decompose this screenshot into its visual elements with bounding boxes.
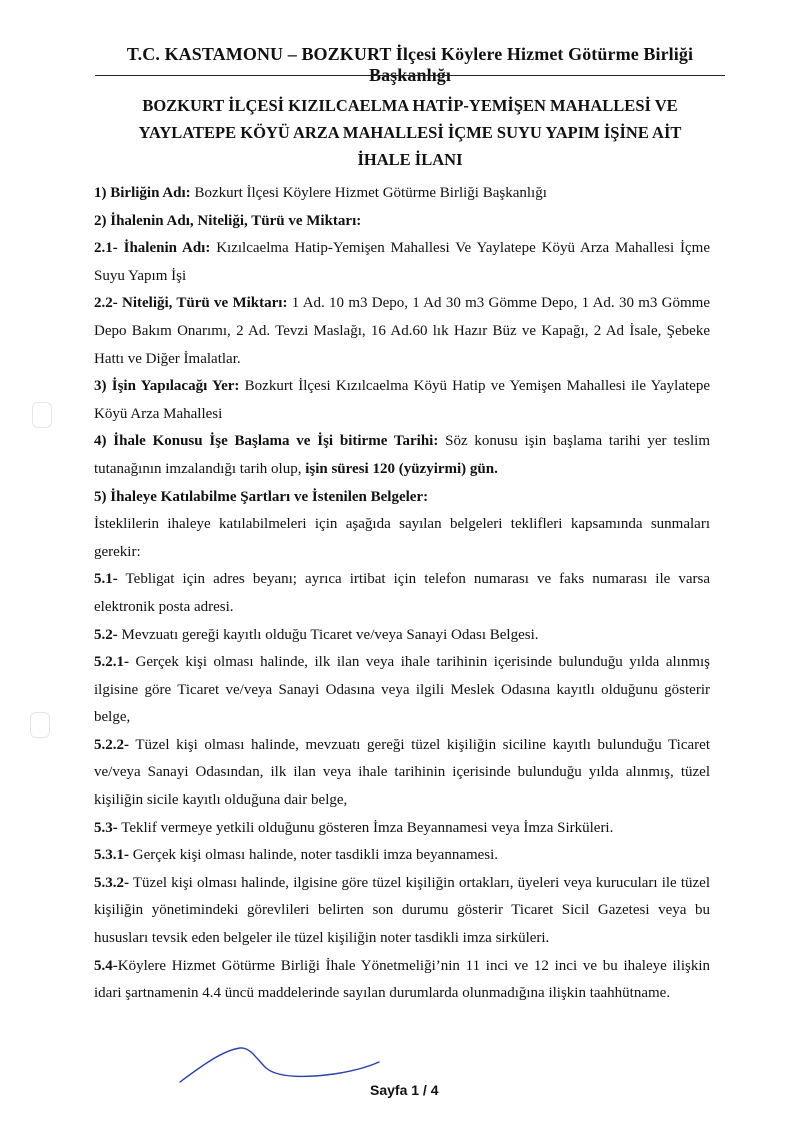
section-5-3-label: 5.3-: [94, 819, 118, 836]
section-2-1-text: Kızılcaelma Hatip-Yemişen Mahallesi Ve Yaylatepe Köyü Arza Mahallesi İçme Suyu Yapım İşi: [94, 240, 710, 284]
signature-mark: [174, 1040, 384, 1090]
section-2-2-text: 1 Ad. 10 m3 Depo, 1 Ad 30 m3 Gömme Depo, 1 Ad. 30 m3 Gömme Depo Bakım Onarımı, 2 Ad. Tevzi Maslağı, 16 Ad.60 lık Hazır Büz ve Kapağı, 2 Ad İsale, Şebeke Hattı ve Diğer İmalatlar.: [94, 295, 710, 367]
section-5-2-label: 5.2-: [94, 626, 118, 643]
section-5-label: 5) İhaleye Katılabilme Şartları ve İstenilen Belgeler:: [94, 488, 429, 505]
section-2-label: 2) İhalenin Adı, Niteliği, Türü ve Miktarı:: [94, 212, 362, 229]
title-line-3: İHALE İLANI: [357, 150, 463, 169]
document-body: [94, 180, 710, 1008]
section-5-1: [94, 566, 710, 621]
section-5-4-label: 5.4-: [94, 957, 118, 974]
section-4: [94, 428, 710, 483]
section-2-1: [94, 235, 710, 290]
page-number: Sayfa 1 / 4: [370, 1082, 439, 1098]
section-4-label: 4) İhale Konusu İşe Başlama ve İşi bitirme Tarihi:: [94, 433, 439, 450]
section-1-label: 1) Birliğin Adı:: [94, 185, 191, 201]
section-4-text: Söz konusu işin başlama tarihi yer teslim tutanağının imzalandığı tarih olup,: [94, 433, 710, 477]
section-5-2-text: Mevzuatı gereği kayıtlı olduğu Ticaret ve/veya Sanayi Odası Belgesi.: [117, 626, 539, 643]
section-1-text: Bozkurt İlçesi Köylere Hizmet Götürme Birliği Başkanlığı: [190, 185, 547, 201]
section-5-3-2-text: Tüzel kişi olması halinde, ilgisine göre tüzel kişiliğin ortakları, üyeleri veya kurucuları ile tüzel kişiliğin yönetimindeki görevlileri belirten son durumu gösterir Ticaret Sicil Gazetesi veya bu hususları tevsik eden belgeler ile tüzel kişiliğin noter tasdikli imza sirküleri.: [94, 874, 710, 947]
scan-hole-mark: [32, 402, 52, 428]
section-2-2: [94, 290, 710, 373]
page-header: T.C. KASTAMONU – BOZKURT İlçesi Köylere Hizmet Götürme Birliği Başkanlığı: [126, 44, 694, 85]
section-5-4-text: Köylere Hizmet Götürme Birliği İhale Yönetmeliği’nin 11 inci ve 12 inci ve bu ihaleye ilişkin idari şartnamenin 4.4 üncü maddelerinde sayılan durumlarda olunmadığına ilişkin taahhütname.: [94, 957, 710, 1002]
title-line-2: YAYLATEPE KÖYÜ ARZA MAHALLESİ İÇME SUYU YAPIM İŞİNE AİT: [138, 123, 682, 142]
section-5-3-text: Teklif vermeye yetkili olduğunu gösteren İmza Beyannamesi veya İmza Sirküleri.: [117, 819, 614, 836]
section-2: [94, 208, 710, 236]
section-5-2-1-text: Gerçek kişi olması halinde, ilk ilan veya ihale tarihinin içerisinde bulunduğu yılda alınmış ilgisine göre Ticaret ve/veya Sanayi Odasına veya ilgili Meslek Odasına kayıtlı olduğunu gösterir belge,: [94, 654, 710, 726]
section-1: [94, 180, 710, 208]
section-5-2: [94, 622, 710, 650]
header-divider: [95, 75, 725, 76]
section-5-2-2-text: Tüzel kişi olması halinde, mevzuatı gereği tüzel kişiliğin siciline kayıtlı bulunduğu Ticaret ve/veya Sanayi Odasından, ilk ilan veya ihale tarihinin içerisinde bulunduğu yılda alınmış, tüzel kişiliğin sicile kayıtlı olduğuna dair belge,: [94, 736, 710, 809]
section-3-text: Bozkurt İlçesi Kızılcaelma Köyü Hatip ve Yemişen Mahallesi ile Yaylatepe Köyü Arza Mahallesi: [94, 378, 710, 422]
section-5-1-text: Tebligat için adres beyanı; ayrıca irtibat için telefon numarası ve faks numarası ile varsa elektronik posta adresi.: [94, 571, 710, 615]
title-line-1: BOZKURT İLÇESİ KIZILCAELMA HATİP-YEMİŞEN MAHALLESİ VE: [142, 96, 678, 115]
section-5-intro: İsteklilerin ihaleye katılabilmeleri için aşağıda sayılan belgeleri teklifleri kapsamında sunmaları gerekir:: [94, 516, 710, 560]
section-5-2-1-label: 5.2.1-: [94, 654, 129, 671]
section-5-3-1: [94, 842, 710, 870]
section-4-duration: işin süresi 120 (yüzyirmi) gün.: [305, 460, 498, 477]
section-5-3-2: [94, 870, 710, 953]
scan-hole-mark: [30, 712, 50, 738]
section-5-1-label: 5.1-: [94, 571, 118, 588]
section-5-3-2-label: 5.3.2-: [94, 874, 129, 891]
section-3-label: 3) İşin Yapılacağı Yer:: [94, 378, 240, 395]
section-5-2-2: [94, 732, 710, 815]
section-5-2-2-label: 5.2.2-: [94, 736, 129, 753]
section-5-3-1-label: 5.3.1-: [94, 847, 129, 864]
section-5-3-1-text: Gerçek kişi olması halinde, noter tasdikli imza beyannamesi.: [129, 847, 499, 864]
section-5-4: [94, 953, 710, 1008]
section-5: [94, 484, 710, 512]
section-3: [94, 373, 710, 428]
section-5-3: [94, 815, 710, 843]
section-2-2-label: 2.2- Niteliği, Türü ve Miktarı:: [94, 295, 288, 312]
section-2-1-label: 2.1- İhalenin Adı:: [94, 240, 211, 257]
section-5-2-1: [94, 649, 710, 732]
document-title: [95, 92, 725, 173]
